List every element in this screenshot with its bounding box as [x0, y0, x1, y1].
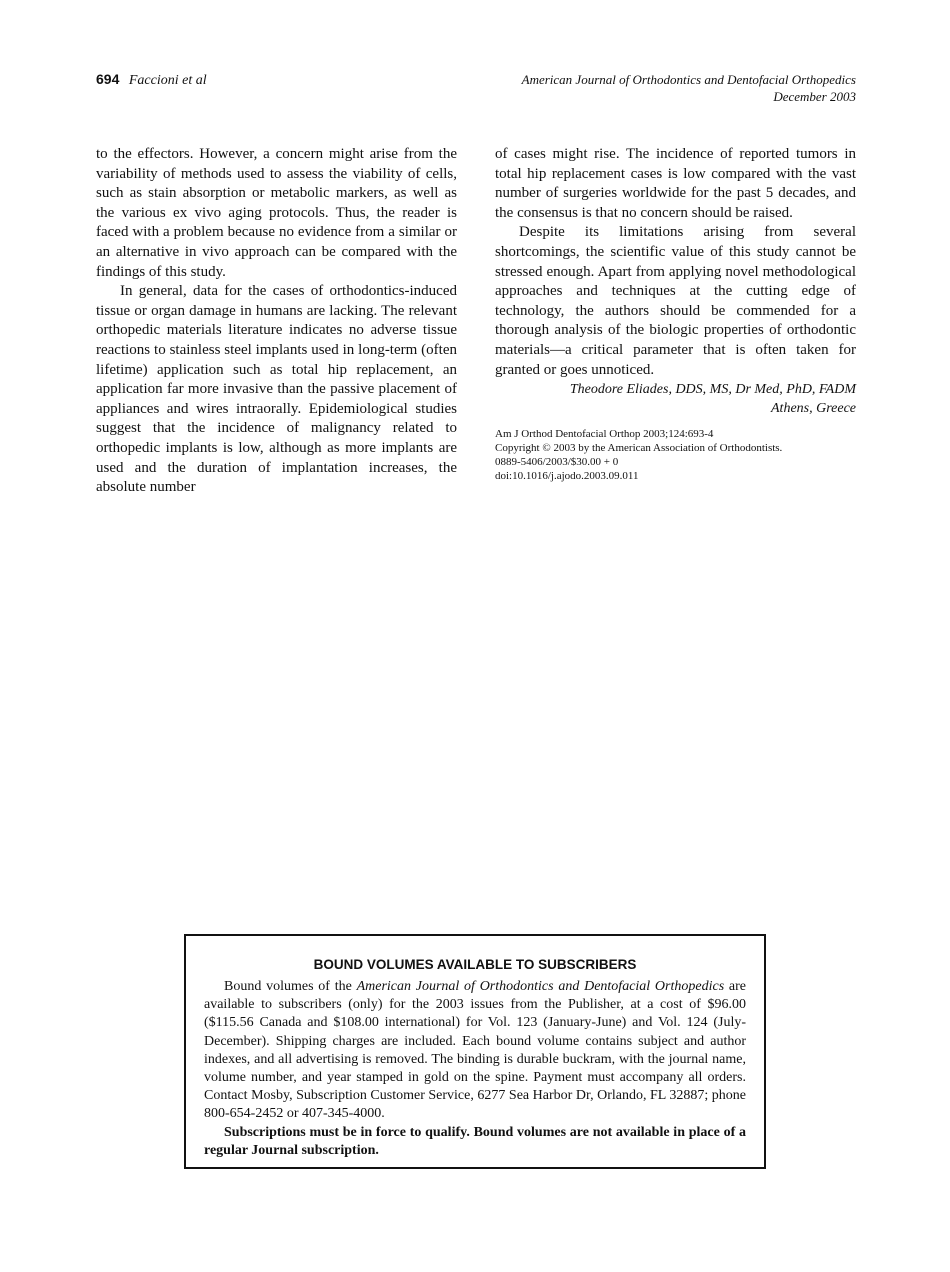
- journal-name: American Journal of Orthodontics and Dentofacial Orthopedics: [521, 72, 856, 87]
- notice-body-lead: Bound volumes of the: [224, 979, 357, 994]
- body-paragraph: Despite its limitations arising from several shortcomings, the scientific value of this study cannot be stressed enough. Apart from applying novel methodological approaches and techniques at the cutting edge of technology, the authors should be commended for a thorough analysis of the biologic properties of orthodontic materials—a critical parameter that is often taken for granted or goes unnoticed.: [495, 224, 856, 378]
- right-column: [495, 145, 856, 483]
- notice-footnote: Subscriptions must be in force to qualify. Bound volumes are not available in place of a regular Journal subscription.: [204, 1124, 746, 1158]
- citation-doi: doi:10.1016/j.ajodo.2003.09.011: [495, 470, 639, 483]
- running-header-right: [522, 71, 856, 105]
- notice-body-rest: are available to subscribers (only) for the 2003 issues from the Publisher, at a cost of $96.00 ($115.56 Canada and $108.00 international) for Vol. 123 (January-June) and Vol. 124 (July-December). Shipping charges are included. Each bound volume contains subject and author indexes, and all advertising is removed. The binding is durable buckram, with the journal name, volume number, and year stamped in gold on the spine. Payment must accompany all orders. Contact Mosby, Subscription Customer Service, 6277 Sea Harbor Dr, Orlando, FL 32887; phone 800-654-2452 or 407-345-4000.: [204, 979, 746, 1122]
- signature-name: Theodore Eliades, DDS, MS, Dr Med, PhD, FADM: [569, 382, 856, 398]
- citation-copyright: Copyright © 2003 by the American Association of Orthodontists.: [495, 442, 783, 455]
- body-paragraph: In general, data for the cases of orthodontics-induced tissue or organ damage in humans are lacking. The relevant orthopedic materials literature indicates no adverse tissue reactions to stainless steel implants used in long-term (often lifetime) application such as total hip replacement, an application far more invasive than the passive placement of appliances and wires intraorally. Epidemiological studies suggest that the incidence of malignancy related to orthopedic implants is low, although as more implants are used and the duration of implantation increases, the absolute number: [96, 283, 457, 496]
- bound-volumes-notice: [184, 934, 766, 1169]
- running-header-left: [96, 71, 207, 89]
- signature-location: Athens, Greece: [771, 401, 856, 417]
- notice-journal-name: American Journal of Orthodontics and Dentofacial Orthopedics: [356, 979, 725, 994]
- running-author: Faccioni et al: [128, 73, 207, 88]
- left-column: [96, 145, 457, 498]
- page-number: 694: [96, 71, 120, 87]
- body-paragraph: to the effectors. However, a concern might arise from the variability of methods used to assess the viability of cells, such as stain absorption or metabolic markers, as well as the various ex vivo aging protocols. Thus, the reader is faced with a problem because no evidence from a similar or an alternative in vivo approach can be compared with the findings of this study.: [96, 146, 457, 280]
- body-paragraph: of cases might rise. The incidence of reported tumors in total hip replacement cases is low compared with the vast number of surgeries worldwide for the past 5 decades, and the consensus is that no concern should be raised.: [495, 146, 856, 221]
- issue-date: December 2003: [773, 89, 856, 104]
- author-signature: [495, 380, 856, 418]
- notice-title: BOUND VOLUMES AVAILABLE TO SUBSCRIBERS: [313, 957, 637, 972]
- citation-reference: Am J Orthod Dentofacial Orthop 2003;124:693-4: [495, 428, 714, 441]
- citation-block: [495, 427, 856, 483]
- notice-body: [204, 978, 746, 1124]
- citation-issn: 0889-5406/2003/$30.00 + 0: [495, 456, 619, 469]
